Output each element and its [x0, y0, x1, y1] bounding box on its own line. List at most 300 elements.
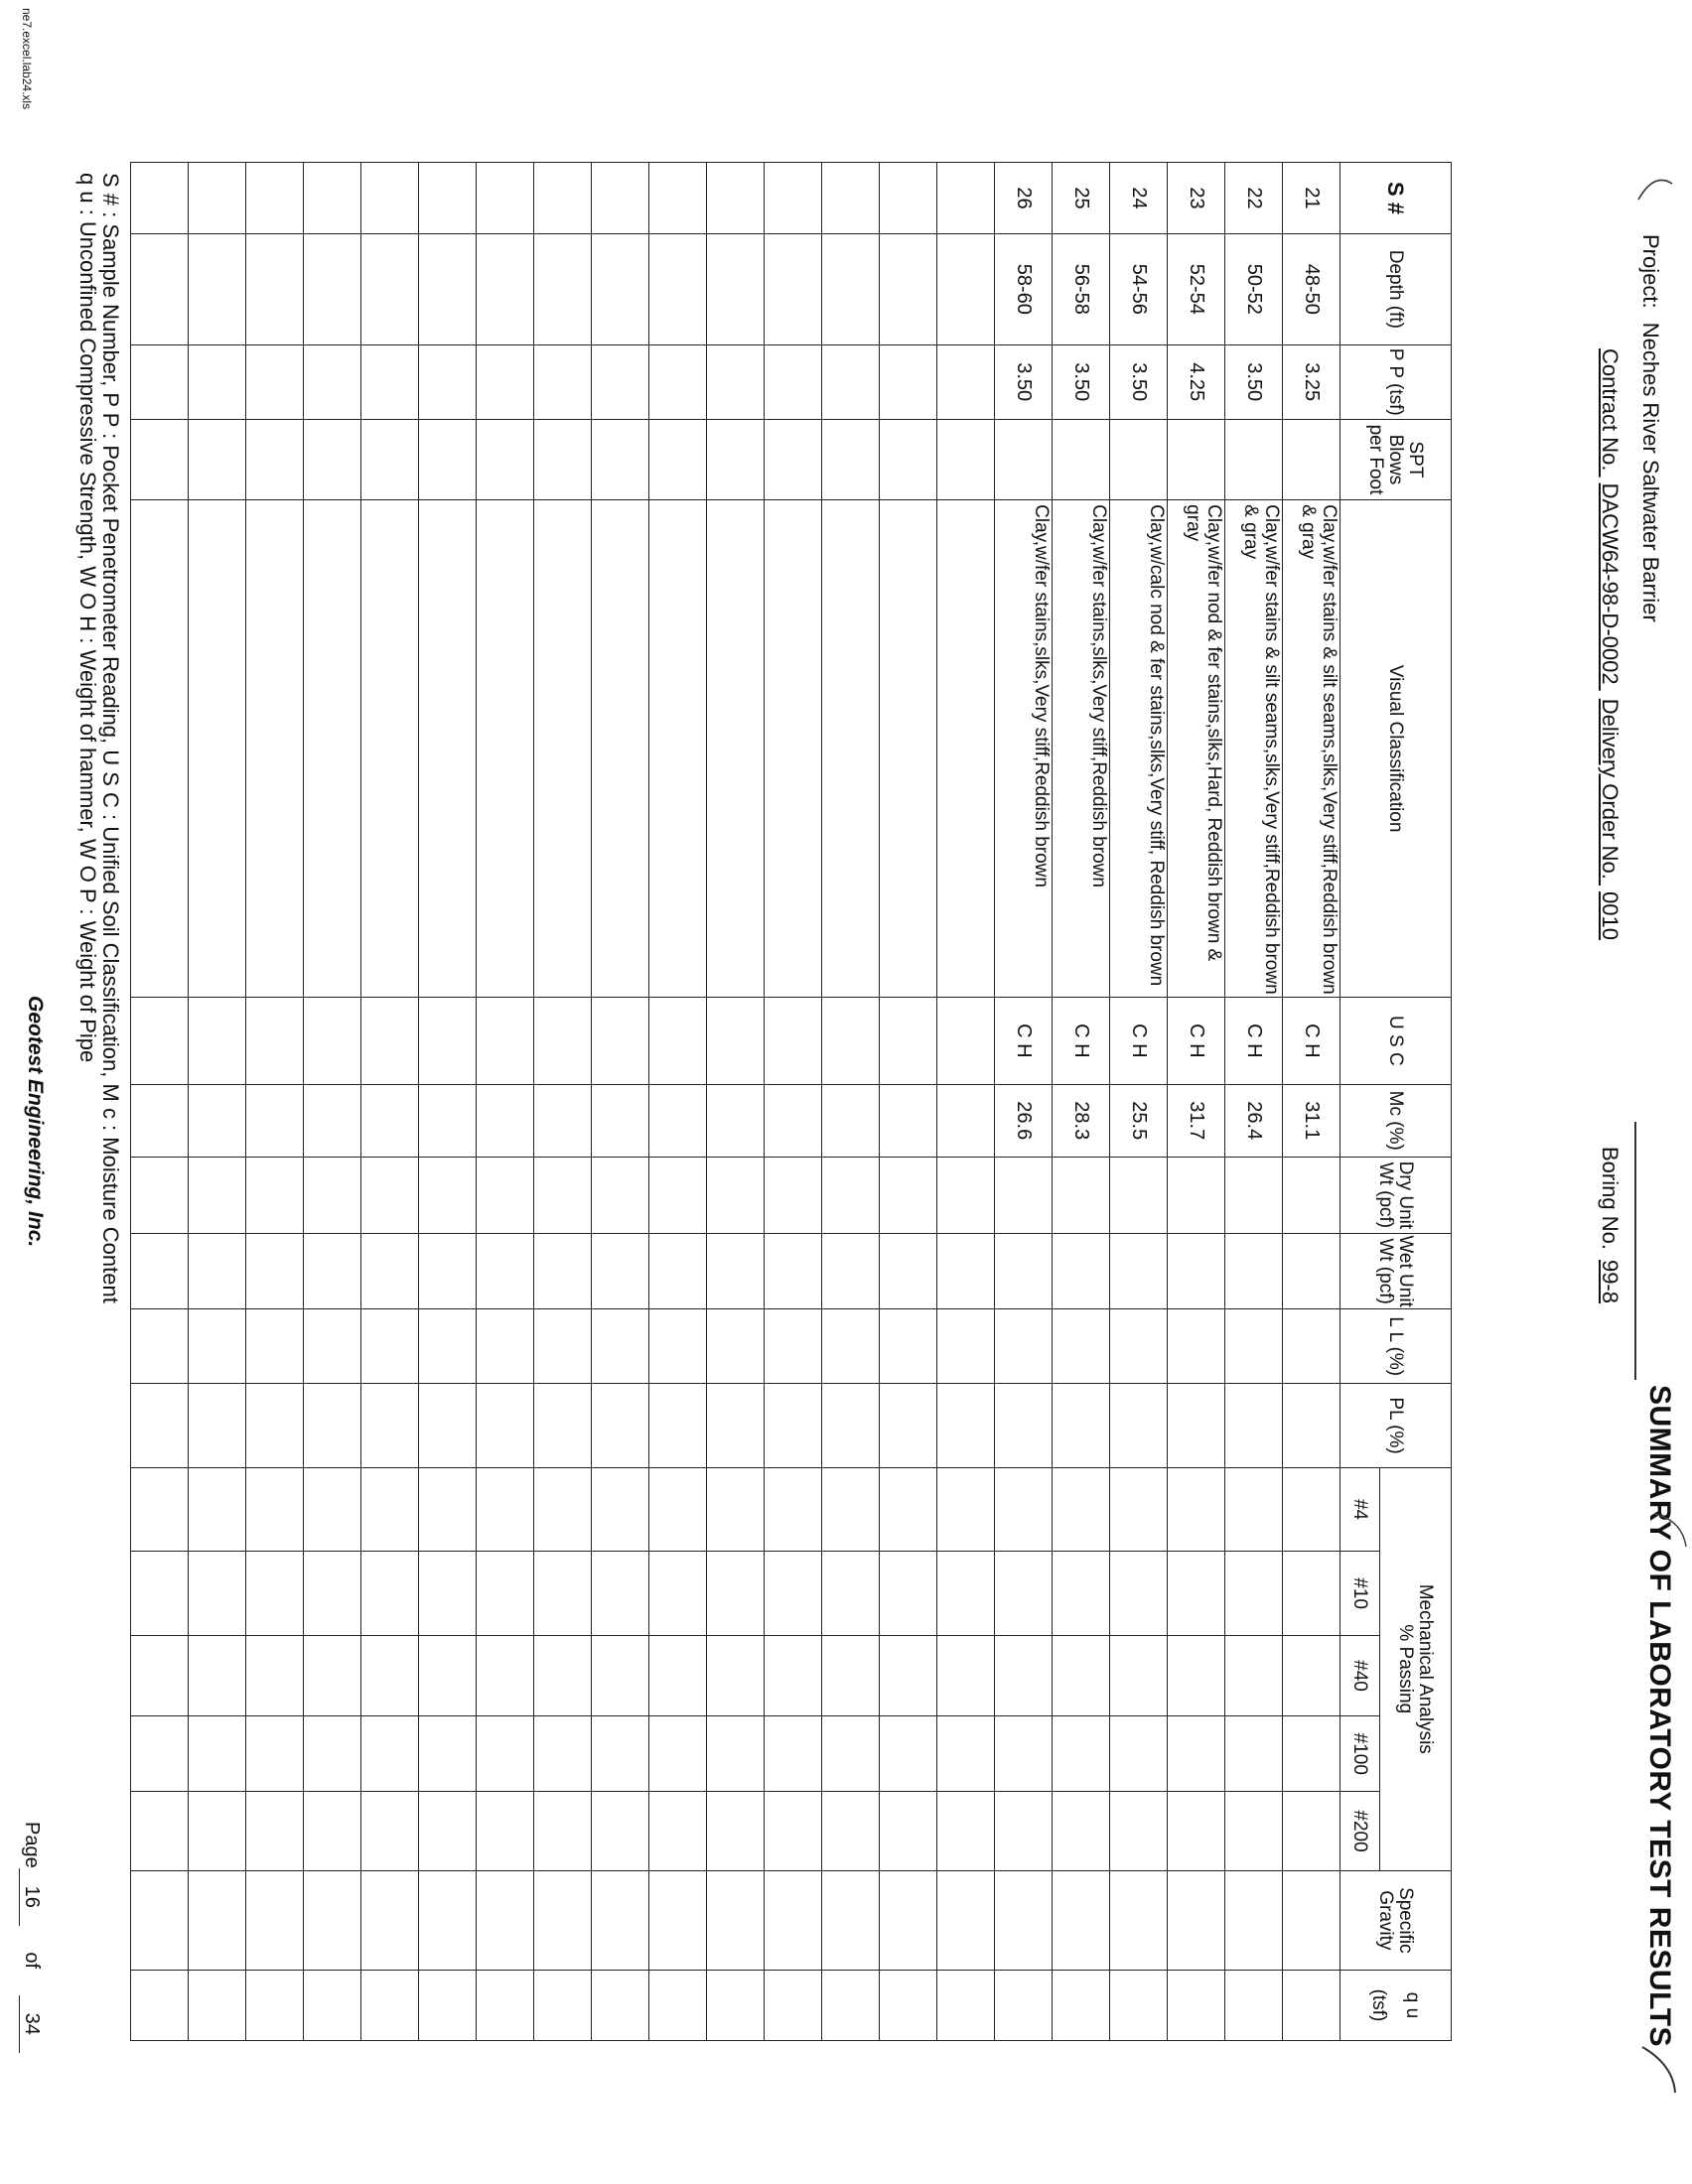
- empty-cell: [649, 1635, 707, 1715]
- empty-cell: [131, 998, 189, 1085]
- empty-cell: [304, 1970, 361, 2040]
- empty-cell: [592, 1970, 649, 2040]
- empty-cell: [765, 1309, 822, 1384]
- empty-cell: [361, 1467, 419, 1552]
- empty-cell: [937, 163, 995, 234]
- table-row: [1225, 163, 1283, 2041]
- empty-cell: [304, 1870, 361, 1970]
- empty-cell: [246, 1309, 304, 1384]
- empty-cell: [592, 1233, 649, 1308]
- empty-cell: [304, 1716, 361, 1792]
- cell-spt: [1053, 419, 1110, 499]
- empty-cell: [477, 1233, 534, 1308]
- cell-visual-classification: Clay,w/fer stains,slks,Very stiff,Reddish brown: [1053, 500, 1110, 998]
- empty-cell: [189, 1870, 246, 1970]
- empty-cell: [477, 1309, 534, 1384]
- empty-cell: [765, 1084, 822, 1157]
- qu-label: q u: [1402, 1991, 1424, 2019]
- empty-cell: [304, 1084, 361, 1157]
- empty-cell: [131, 419, 189, 499]
- table-row: [995, 163, 1053, 2041]
- empty-cell: [534, 998, 592, 1085]
- empty-cell: [880, 1552, 937, 1636]
- empty-cell: [822, 1870, 880, 1970]
- scan-mark: [1638, 2045, 1678, 2095]
- empty-cell: [246, 419, 304, 499]
- empty-cell: [304, 1233, 361, 1308]
- empty-cell: [477, 1084, 534, 1157]
- empty-cell: [189, 1467, 246, 1552]
- empty-cell: [477, 998, 534, 1085]
- empty-cell: [419, 1716, 477, 1792]
- cell-depth: 52-54: [1168, 234, 1225, 345]
- empty-cell: [707, 1157, 765, 1233]
- empty-cell: [534, 234, 592, 345]
- table-row: [1283, 163, 1340, 2041]
- empty-cell: [765, 1716, 822, 1792]
- empty-cell: [880, 419, 937, 499]
- empty-cell: [304, 998, 361, 1085]
- cell-spt: [1283, 419, 1340, 499]
- empty-cell: [246, 1552, 304, 1636]
- empty-cell: [592, 998, 649, 1085]
- empty-cell: [649, 1552, 707, 1636]
- empty-cell: [189, 1384, 246, 1468]
- empty-cell: [419, 1970, 477, 2040]
- empty-cell: [477, 163, 534, 234]
- empty-cell: [131, 1552, 189, 1636]
- page-title: SUMMARY OF LABORATORY TEST RESULTS: [1643, 1385, 1676, 2048]
- empty-cell: [361, 1970, 419, 2040]
- header-sample-number: S #: [1340, 163, 1452, 234]
- table-row-empty: [822, 163, 880, 2041]
- empty-cell: [649, 419, 707, 499]
- empty-cell: [534, 163, 592, 234]
- cell-visual-classification: Clay,w/fer stains & silt seams,slks,Very stiff,Reddish brown & gray: [1283, 500, 1340, 998]
- empty-cell: [592, 1467, 649, 1552]
- empty-cell: [304, 163, 361, 234]
- header-visual-classification: Visual Classification: [1340, 500, 1452, 998]
- cell-pp: 3.50: [1225, 344, 1283, 419]
- empty-cell: [304, 419, 361, 499]
- lab-results-table: [130, 162, 1452, 2041]
- empty-cell: [246, 500, 304, 998]
- empty-cell: [361, 419, 419, 499]
- table-row-empty: [477, 163, 534, 2041]
- empty-cell: [707, 344, 765, 419]
- empty-cell: [880, 1870, 937, 1970]
- empty-cell: [707, 500, 765, 998]
- empty-cell: [419, 1792, 477, 1870]
- empty-cell: [131, 500, 189, 998]
- table-row-empty: [304, 163, 361, 2041]
- empty-cell: [765, 500, 822, 998]
- cell-moisture-content: 31.7: [1168, 1084, 1225, 1157]
- table-row: [1110, 163, 1168, 2041]
- header-sieve-100: #100: [1340, 1716, 1380, 1792]
- empty-cell: [246, 1635, 304, 1715]
- empty-cell: [880, 998, 937, 1085]
- empty-cell: [822, 1792, 880, 1870]
- empty-cell: [189, 1309, 246, 1384]
- cell-visual-classification: Clay,w/fer stains,slks,Very stiff,Reddish brown: [995, 500, 1053, 998]
- empty-cell: [707, 1552, 765, 1636]
- empty-cell: [707, 1084, 765, 1157]
- empty-cell: [189, 1792, 246, 1870]
- empty-cell: [880, 1970, 937, 2040]
- empty-cell: [937, 1384, 995, 1468]
- empty-cell: [477, 1635, 534, 1715]
- empty-cell: [765, 1870, 822, 1970]
- empty-cell: [649, 1716, 707, 1792]
- empty-cell: [765, 344, 822, 419]
- empty-cell: [937, 1157, 995, 1233]
- empty-cell: [361, 234, 419, 345]
- cell-sample-number: 23: [1168, 163, 1225, 234]
- empty-cell: [937, 998, 995, 1085]
- empty-cell: [937, 234, 995, 345]
- empty-cell: [361, 1635, 419, 1715]
- empty-cell: [246, 1870, 304, 1970]
- table-row-empty: [937, 163, 995, 2041]
- source-filename: ne7.excel.lab24.xls: [20, 8, 34, 110]
- empty-cell: [419, 998, 477, 1085]
- header-plastic-limit: PL (%): [1340, 1384, 1452, 1468]
- empty-cell: [592, 500, 649, 998]
- empty-cell: [765, 1384, 822, 1468]
- empty-cell: [477, 1552, 534, 1636]
- empty-cell: [131, 1084, 189, 1157]
- empty-cell: [649, 1309, 707, 1384]
- empty-cell: [304, 234, 361, 345]
- delivery-order-label: Delivery Order No.: [1598, 698, 1622, 880]
- header-liquid-limit: L L (%): [1340, 1309, 1452, 1384]
- empty-cell: [246, 1233, 304, 1308]
- table-body: [131, 163, 1340, 2041]
- empty-cell: [822, 419, 880, 499]
- empty-cell: [649, 1870, 707, 1970]
- empty-cell: [765, 1467, 822, 1552]
- empty-cell: [937, 1552, 995, 1636]
- empty-cell: [246, 1467, 304, 1552]
- cell-moisture-content: 28.3: [1053, 1084, 1110, 1157]
- empty-cell: [419, 234, 477, 345]
- empty-cell: [419, 1552, 477, 1636]
- cell-pp: 3.50: [1110, 344, 1168, 419]
- empty-cell: [131, 1467, 189, 1552]
- empty-cell: [419, 163, 477, 234]
- empty-cell: [477, 234, 534, 345]
- empty-cell: [131, 1384, 189, 1468]
- empty-cell: [649, 500, 707, 998]
- company-name: Geotest Engineering, Inc.: [24, 996, 47, 1248]
- empty-cell: [649, 234, 707, 345]
- empty-cell: [246, 1084, 304, 1157]
- empty-cell: [304, 1157, 361, 1233]
- empty-cell: [419, 1309, 477, 1384]
- empty-cell: [534, 1084, 592, 1157]
- empty-cell: [592, 1084, 649, 1157]
- empty-cell: [419, 500, 477, 998]
- cell-spt: [995, 419, 1053, 499]
- empty-cell: [937, 344, 995, 419]
- empty-cell: [649, 998, 707, 1085]
- empty-cell: [822, 1970, 880, 2040]
- empty-cell: [649, 1970, 707, 2040]
- empty-cell: [707, 1467, 765, 1552]
- project-underline: [1634, 1122, 1636, 1380]
- empty-cell: [304, 1635, 361, 1715]
- empty-cell: [707, 998, 765, 1085]
- empty-cell: [361, 1157, 419, 1233]
- page-current: 16: [19, 1868, 43, 1926]
- cell-moisture-content: 25.5: [1110, 1084, 1168, 1157]
- empty-cell: [131, 163, 189, 234]
- header-dry-unit-weight: Dry Unit Wt (pcf): [1340, 1157, 1452, 1233]
- empty-cell: [880, 500, 937, 998]
- empty-cell: [822, 1084, 880, 1157]
- empty-cell: [534, 1157, 592, 1233]
- cell-pp: 3.50: [995, 344, 1053, 419]
- empty-cell: [361, 1233, 419, 1308]
- project-name: Neches River Saltwater Barrier: [1638, 322, 1663, 622]
- empty-cell: [880, 1467, 937, 1552]
- mechanical-analysis-label: Mechanical Analysis: [1415, 1583, 1437, 1754]
- header-spt: SPT Blows per Foot: [1340, 419, 1452, 499]
- empty-cell: [765, 1233, 822, 1308]
- empty-cell: [707, 1792, 765, 1870]
- empty-cell: [937, 1467, 995, 1552]
- table-row-empty: [765, 163, 822, 2041]
- empty-cell: [361, 1309, 419, 1384]
- cell-depth: 50-52: [1225, 234, 1283, 345]
- cell-usc: C H: [1225, 998, 1283, 1085]
- cell-spt: [1110, 419, 1168, 499]
- cell-usc: C H: [1283, 998, 1340, 1085]
- table-row-empty: [534, 163, 592, 2041]
- empty-cell: [822, 998, 880, 1085]
- empty-cell: [419, 1384, 477, 1468]
- empty-cell: [131, 1792, 189, 1870]
- empty-cell: [880, 1084, 937, 1157]
- empty-cell: [707, 163, 765, 234]
- empty-cell: [189, 1970, 246, 2040]
- page-number: [19, 1822, 43, 2053]
- empty-cell: [592, 1309, 649, 1384]
- corner-mark: [1650, 1509, 1690, 1549]
- empty-cell: [649, 1792, 707, 1870]
- cell-usc: C H: [1110, 998, 1168, 1085]
- empty-cell: [304, 500, 361, 998]
- percent-passing-label: % Passing: [1395, 1624, 1417, 1714]
- boring-label: Boring No.: [1598, 1147, 1622, 1250]
- empty-cell: [592, 1870, 649, 1970]
- empty-cell: [707, 1970, 765, 2040]
- empty-cell: [822, 234, 880, 345]
- empty-cell: [707, 1309, 765, 1384]
- empty-cell: [419, 1157, 477, 1233]
- contract-label: Contract No.: [1598, 348, 1622, 472]
- empty-cell: [822, 1552, 880, 1636]
- empty-cell: [419, 1233, 477, 1308]
- empty-cell: [880, 1635, 937, 1715]
- cell-visual-classification: Clay,w/fer stains & silt seams,slks,Very stiff,Reddish brown & gray: [1225, 500, 1283, 998]
- scan-mark-left: [1634, 164, 1674, 204]
- empty-cell: [534, 1467, 592, 1552]
- empty-cell: [477, 344, 534, 419]
- empty-cell: [534, 1635, 592, 1715]
- cell-spt: [1168, 419, 1225, 499]
- empty-cell: [937, 500, 995, 998]
- empty-cell: [246, 1716, 304, 1792]
- empty-cell: [765, 1970, 822, 2040]
- cell-sample-number: 26: [995, 163, 1053, 234]
- empty-cell: [246, 163, 304, 234]
- empty-cell: [361, 1870, 419, 1970]
- empty-cell: [937, 1716, 995, 1792]
- empty-cell: [880, 344, 937, 419]
- empty-cell: [880, 1157, 937, 1233]
- contract-line: [1597, 348, 1622, 940]
- empty-cell: [880, 1792, 937, 1870]
- empty-cell: [419, 1467, 477, 1552]
- empty-cell: [131, 1716, 189, 1792]
- empty-cell: [822, 1309, 880, 1384]
- empty-cell: [534, 1792, 592, 1870]
- empty-cell: [361, 500, 419, 998]
- header-wet-unit-weight: Wet Unit Wt (pcf): [1340, 1233, 1452, 1308]
- empty-cell: [246, 1384, 304, 1468]
- cell-depth: 56-58: [1053, 234, 1110, 345]
- empty-cell: [534, 1870, 592, 1970]
- header-usc: U S C: [1340, 998, 1452, 1085]
- empty-cell: [765, 419, 822, 499]
- empty-cell: [246, 1970, 304, 2040]
- header-sieve-4: #4: [1340, 1467, 1380, 1552]
- empty-cell: [592, 1792, 649, 1870]
- empty-cell: [189, 1084, 246, 1157]
- empty-cell: [880, 1384, 937, 1468]
- empty-cell: [419, 1870, 477, 1970]
- empty-cell: [822, 1467, 880, 1552]
- empty-cell: [189, 1635, 246, 1715]
- empty-cell: [649, 344, 707, 419]
- empty-cell: [477, 500, 534, 998]
- empty-cell: [937, 1792, 995, 1870]
- empty-cell: [707, 1716, 765, 1792]
- header-qu: [1340, 1970, 1452, 2040]
- page-label: Page: [21, 1822, 43, 1868]
- cell-usc: C H: [1168, 998, 1225, 1085]
- header-moisture-content: Mc (%): [1340, 1084, 1452, 1157]
- empty-cell: [534, 344, 592, 419]
- empty-cell: [534, 1233, 592, 1308]
- empty-cell: [131, 1970, 189, 2040]
- empty-cell: [304, 1792, 361, 1870]
- cell-depth: 54-56: [1110, 234, 1168, 345]
- empty-cell: [822, 163, 880, 234]
- cell-pp: 3.25: [1283, 344, 1340, 419]
- empty-cell: [592, 163, 649, 234]
- footnote-abbreviations: S # : Sample Number, P P : Pocket Penetrometer Reading, U S C : Unified Soil Classification, M c : Moisture Content: [98, 173, 123, 1303]
- empty-cell: [246, 1792, 304, 1870]
- empty-cell: [707, 1870, 765, 1970]
- header-mechanical-analysis: [1380, 1467, 1452, 1870]
- empty-cell: [707, 1635, 765, 1715]
- page-total: 34: [19, 1995, 43, 2053]
- empty-cell: [304, 1552, 361, 1636]
- empty-cell: [937, 1970, 995, 2040]
- empty-cell: [189, 998, 246, 1085]
- cell-moisture-content: 26.4: [1225, 1084, 1283, 1157]
- empty-cell: [419, 1635, 477, 1715]
- empty-cell: [822, 500, 880, 998]
- empty-cell: [361, 163, 419, 234]
- qu-unit: (tsf): [1368, 1988, 1390, 2022]
- empty-cell: [765, 1792, 822, 1870]
- empty-cell: [534, 1716, 592, 1792]
- empty-cell: [592, 1157, 649, 1233]
- empty-cell: [361, 1384, 419, 1468]
- empty-cell: [765, 163, 822, 234]
- footnote-definitions: q u : Unconfined Compressive Strength, W O H : Weight of hammer, W O P : Weight of Pipe: [75, 173, 100, 1063]
- header-depth: Depth (ft): [1340, 234, 1452, 345]
- empty-cell: [937, 1309, 995, 1384]
- boring-number: 99-8: [1598, 1259, 1622, 1303]
- empty-cell: [880, 1233, 937, 1308]
- table-row-empty: [707, 163, 765, 2041]
- project-label: Project:: [1638, 234, 1663, 309]
- cell-depth: 48-50: [1283, 234, 1340, 345]
- empty-cell: [937, 1233, 995, 1308]
- empty-cell: [419, 1084, 477, 1157]
- empty-cell: [131, 1635, 189, 1715]
- empty-cell: [649, 1467, 707, 1552]
- empty-cell: [477, 1870, 534, 1970]
- empty-cell: [246, 998, 304, 1085]
- empty-cell: [765, 998, 822, 1085]
- empty-cell: [246, 234, 304, 345]
- empty-cell: [534, 1552, 592, 1636]
- empty-cell: [189, 1716, 246, 1792]
- cell-visual-classification: Clay,w/fer nod & fer stains,slks,Hard, Reddish brown & gray: [1168, 500, 1225, 998]
- empty-cell: [937, 1635, 995, 1715]
- empty-cell: [937, 1870, 995, 1970]
- empty-cell: [189, 234, 246, 345]
- empty-cell: [937, 1084, 995, 1157]
- empty-cell: [822, 1384, 880, 1468]
- empty-cell: [131, 234, 189, 345]
- empty-cell: [477, 1716, 534, 1792]
- header-sieve-10: #10: [1340, 1552, 1380, 1636]
- empty-cell: [822, 1635, 880, 1715]
- empty-cell: [361, 1552, 419, 1636]
- empty-cell: [880, 163, 937, 234]
- empty-cell: [649, 1084, 707, 1157]
- empty-cell: [880, 234, 937, 345]
- empty-cell: [361, 1084, 419, 1157]
- empty-cell: [131, 1870, 189, 1970]
- empty-cell: [592, 1552, 649, 1636]
- empty-cell: [304, 1467, 361, 1552]
- empty-cell: [189, 1157, 246, 1233]
- empty-cell: [304, 344, 361, 419]
- cell-depth: 58-60: [995, 234, 1053, 345]
- empty-cell: [534, 419, 592, 499]
- empty-cell: [822, 1716, 880, 1792]
- table-row-empty: [592, 163, 649, 2041]
- table-row: [1168, 163, 1225, 2041]
